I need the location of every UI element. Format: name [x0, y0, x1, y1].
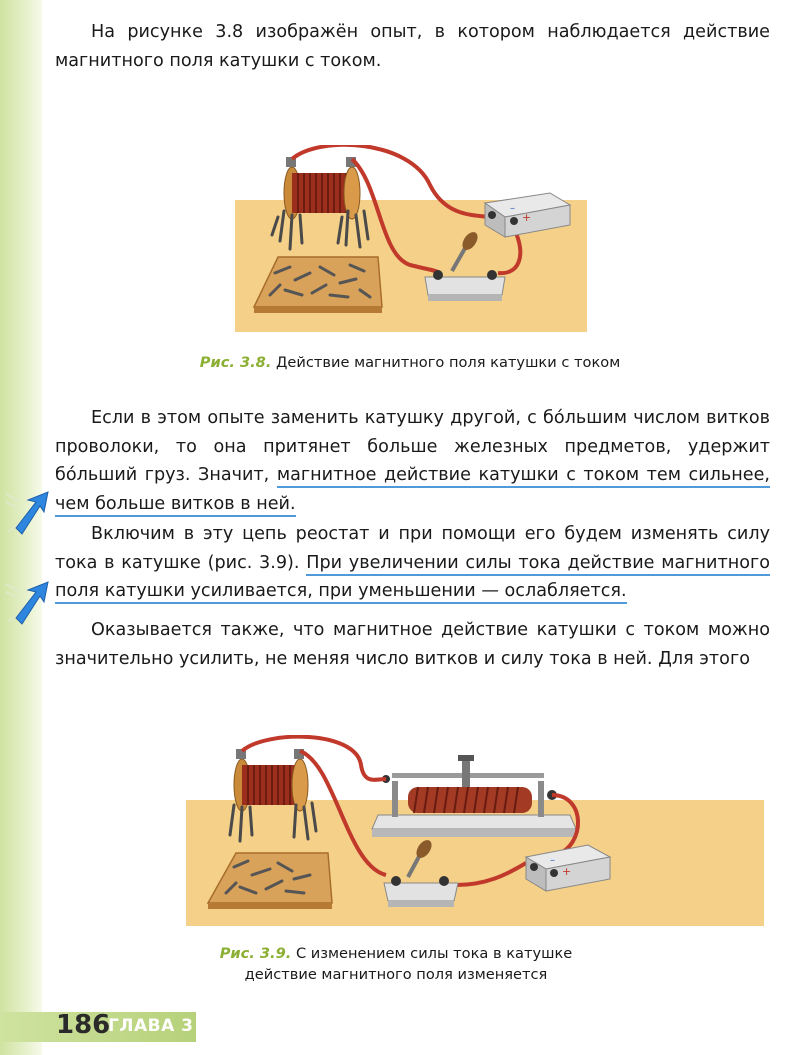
intro-text: На рисунке 3.8 изображён опыт, в котором наблюдается действие магнитного поля катушки с током. — [55, 22, 770, 71]
paragraph-rheostat-text: Включим в эту цепь реостат и при помощи его будем изменять силу тока в катушке (рис. 3.9). — [55, 524, 770, 573]
figure-3-9-illustration — [186, 735, 764, 935]
figure-3-9-caption — [186, 943, 606, 985]
figure-3-8-illustration — [230, 145, 600, 335]
figure-3-9-caption-line2: действие магнитного поля изменяется — [244, 966, 548, 983]
battery-minus-label: – — [510, 203, 515, 214]
wire-battery — [498, 233, 520, 273]
figure-3-8-caption-text: Действие магнитного поля катушки с током — [276, 354, 621, 371]
battery — [485, 193, 570, 237]
paragraph-coil-turns-text: Если в этом опыте заменить катушку другой, с бóльшим числом витков проволоки, то она притянет больше железных предметов, удержит бóльший груз. Значит, — [55, 408, 770, 485]
key-statement-turns: магнитное действие катушки с током тем сильнее, чем больше витков в ней. — [55, 465, 770, 517]
coil — [234, 749, 308, 811]
figure-3-8-caption — [150, 352, 670, 373]
knife-switch — [425, 229, 505, 301]
figure-3-9-caption-line1: С изменением силы тока в катушке — [295, 945, 573, 962]
wooden-board — [254, 257, 382, 307]
battery-minus-label: – — [550, 855, 555, 866]
paragraph-core-text: Оказывается также, что магнитное действие катушки с током можно значительно усилить, не меняя число витков и силу тока в ней. Для этого — [55, 620, 770, 669]
key-statement-current: При увеличении силы тока действие магнитного поля катушки усиливается, при уменьшении — ослабляется. — [55, 553, 770, 605]
intro-paragraph — [55, 18, 770, 75]
knife-switch — [384, 837, 458, 907]
wire-switch-battery — [456, 863, 526, 885]
paragraph-coil-turns — [55, 404, 770, 518]
chapter-label: ГЛАВА 3 — [108, 1016, 194, 1036]
key-point-arrow-icon — [4, 488, 50, 538]
page-number: 186 — [56, 1010, 111, 1040]
battery-plus-label: + — [522, 211, 532, 224]
wooden-board — [208, 853, 332, 903]
figure-3-8-label: Рис. 3.8. — [199, 354, 272, 371]
battery — [526, 845, 610, 891]
paragraph-rheostat — [55, 520, 770, 606]
key-point-arrow-icon — [4, 578, 50, 628]
rheostat — [372, 755, 576, 837]
figure-3-9-label: Рис. 3.9. — [219, 945, 292, 962]
nails-hanging — [230, 803, 316, 841]
paragraph-core — [55, 616, 770, 673]
battery-plus-label: + — [562, 865, 572, 878]
